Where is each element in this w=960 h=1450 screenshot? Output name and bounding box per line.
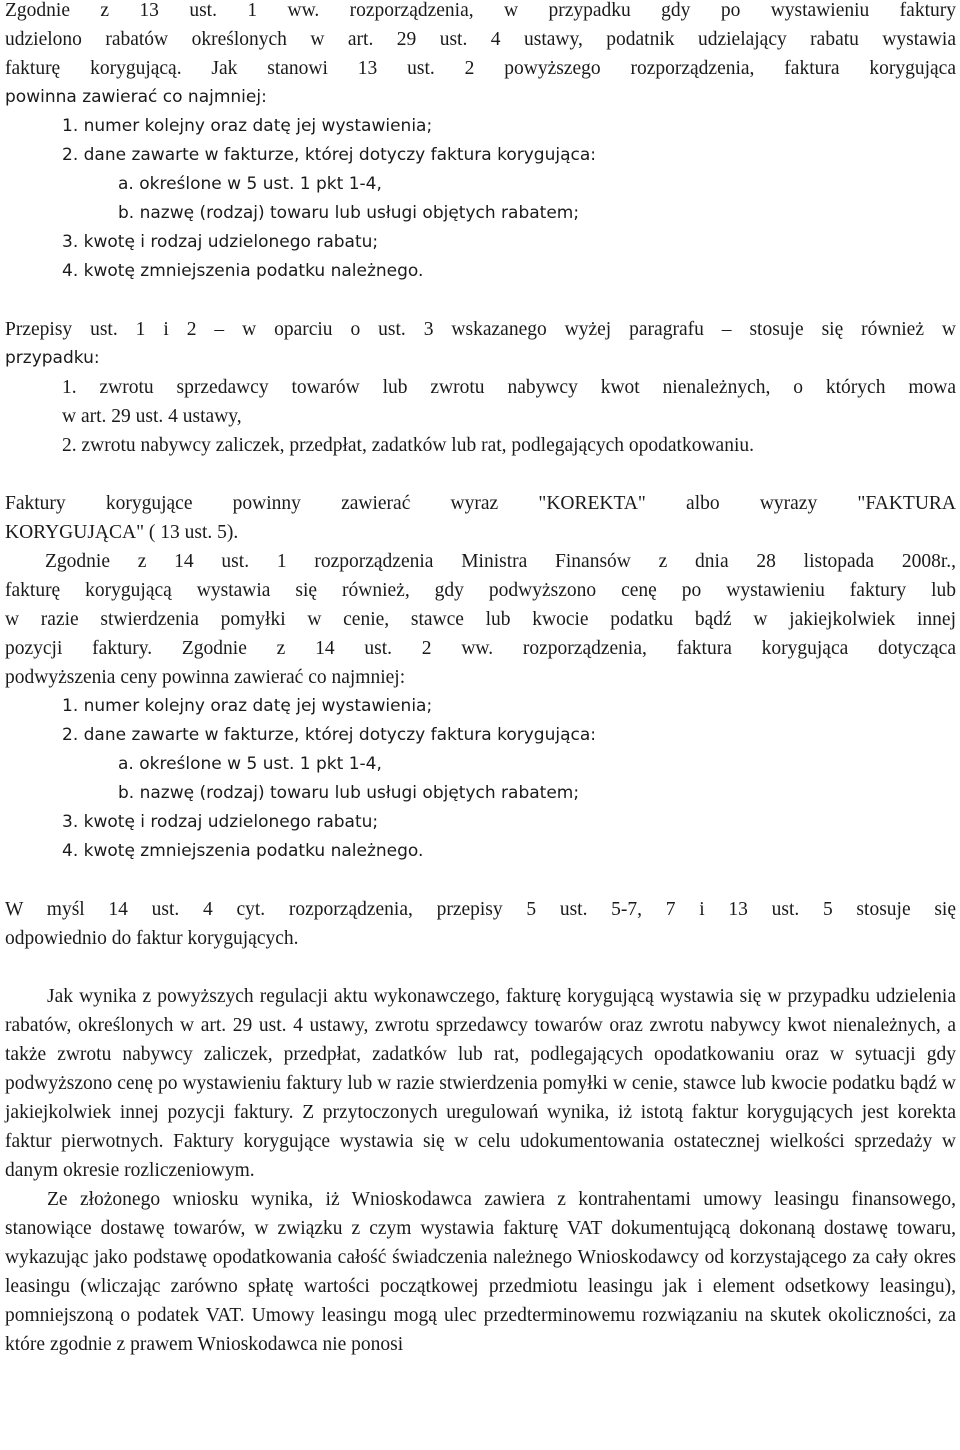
paragraph-line: KORYGUJĄCA" ( 13 ust. 5). xyxy=(5,522,239,543)
paragraph-line: w razie stwierdzenia pomyłki w cenie, stawce lub kwocie podatku bądź w jakiejkolwiek innej xyxy=(5,609,956,630)
list-item: 4. kwotę zmniejszenia podatku należnego. xyxy=(62,841,424,861)
list-item: 2. dane zawarte w fakturze, której dotyczy faktura korygująca: xyxy=(62,725,596,745)
paragraph-line: pozycji faktury. Zgodnie z 14 ust. 2 ww. rozporządzenia, faktura korygująca dotycząca xyxy=(5,638,956,659)
section-korekta xyxy=(5,489,956,866)
list-item-continuation: w art. 29 ust. 4 ustawy, xyxy=(62,406,242,427)
list-item: 1. numer kolejny oraz datę jej wystawienia; xyxy=(62,696,433,716)
spacer xyxy=(5,866,956,895)
list-subitem: b. nazwę (rodzaj) towaru lub usługi objętych rabatem; xyxy=(118,783,580,803)
paragraph-line: podwyższenia ceny powinna zawierać co najmniej: xyxy=(5,667,406,688)
paragraph-line: przypadku: xyxy=(5,348,100,368)
list-item: 4. kwotę zmniejszenia podatku należnego. xyxy=(62,261,424,281)
list-item: 2. zwrotu nabywcy zaliczek, przedpłat, zadatków lub rat, podlegających opodatkowaniu. xyxy=(62,435,754,456)
paragraph-line: odpowiednio do faktur korygujących. xyxy=(5,928,299,949)
requirements-list xyxy=(5,112,956,286)
paragraph-line: Faktury korygujące powinny zawierać wyraz "KOREKTA" albo wyrazy "FAKTURA xyxy=(5,493,956,514)
requirements-list xyxy=(5,692,956,866)
paragraph-line: fakturę korygującą wystawia się również, gdy podwyższono cenę po wystawieniu faktury lub xyxy=(5,580,956,601)
paragraph-leasing: Ze złożonego wniosku wynika, iż Wnioskodawca zawiera z kontrahentami umowy leasingu finansowego, stanowiące dostawę towarów, w związku z czym wystawia fakturę VAT dokumentującą dokonaną dostawę towaru, wykazując jako podstawę opodatkowania całość świadczenia należnego Wnioskodawcy od korzystającego za cały okres leasingu (wliczając zarówno spłatę wartości początkowej przedmiotu leasingu jak i element odsetkowy leasingu), pomniejszoną o podatek VAT. Umowy leasingu mogą ulec przedterminowemu rozwiązaniu na skutek okoliczności, za które zgodnie z prawem Wnioskodawca nie ponosi xyxy=(5,1189,956,1355)
paragraph-line: powinna zawierać co najmniej: xyxy=(5,87,267,107)
section-przepisy xyxy=(5,315,956,460)
section-w-mysl xyxy=(5,895,956,953)
spacer xyxy=(5,460,956,489)
list-item: 2. dane zawarte w fakturze, której dotyczy faktura korygująca: xyxy=(62,145,596,165)
list-subitem: a. określone w 5 ust. 1 pkt 1-4, xyxy=(118,174,382,194)
paragraph-line: fakturę korygującą. Jak stanowi 13 ust. 2 powyższego rozporządzenia, faktura korygująca xyxy=(5,58,956,79)
list-item: 3. kwotę i rodzaj udzielonego rabatu; xyxy=(62,232,379,252)
list-subitem: a. określone w 5 ust. 1 pkt 1-4, xyxy=(118,754,382,774)
list-item: 1. numer kolejny oraz datę jej wystawienia; xyxy=(62,116,433,136)
list-item: 1. zwrotu sprzedawcy towarów lub zwrotu nabywcy kwot nienależnych, o których mowa xyxy=(62,377,956,398)
list-subitem: b. nazwę (rodzaj) towaru lub usługi objętych rabatem; xyxy=(118,203,580,223)
list-item: 3. kwotę i rodzaj udzielonego rabatu; xyxy=(62,812,379,832)
paragraph-analysis: Jak wynika z powyższych regulacji aktu wykonawczego, fakturę korygującą wystawia się w przypadku udzielenia rabatów, określonych w art. 29 ust. 4 ustawy, zwrotu sprzedawcy towarów oraz zwrotu nabywcy kwot nienależnych, a także zwrotu nabywcy zaliczek, przedpłat, zadatków lub rat, podlegających opodatkowaniu oraz w sytuacji gdy podwyższono cenę po wystawieniu faktury lub w razie stwierdzenia pomyłki w cenie, stawce lub kwocie podatku bądź w jakiejkolwiek innej pozycji faktury. Z przytoczonych uregulowań wynika, iż istotą faktur korygujących jest korekta faktur pierwotnych. Faktury korygujące wystawia się w celu udokumentowania ostatecznej wielkości sprzedaży w danym okresie rozliczeniowym. xyxy=(5,986,956,1181)
paragraph-line: Przepisy ust. 1 i 2 – w oparciu o ust. 3 wskazanego wyżej paragrafu – stosuje się również w xyxy=(5,319,956,340)
spacer xyxy=(5,953,956,982)
paragraph-line: W myśl 14 ust. 4 cyt. rozporządzenia, przepisy 5 ust. 5-7, 7 i 13 ust. 5 stosuje się xyxy=(5,899,956,920)
spacer xyxy=(5,286,956,315)
paragraph-line: Zgodnie z 14 ust. 1 rozporządzenia Ministra Finansów z dnia 28 listopada 2008r., xyxy=(45,551,956,572)
paragraph-line: Zgodnie z 13 ust. 1 ww. rozporządzenia, w przypadku gdy po wystawieniu faktury xyxy=(5,0,956,21)
section-rabaty xyxy=(5,0,956,286)
paragraph-line: udzielono rabatów określonych w art. 29 ust. 4 ustawy, podatnik udzielający rabatu wystawia xyxy=(5,29,956,50)
